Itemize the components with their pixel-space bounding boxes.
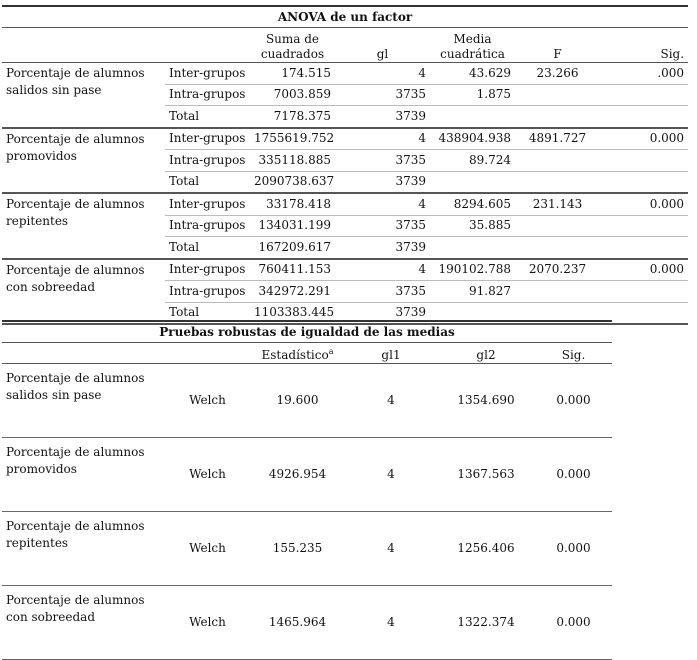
stat-cell: 155.235 [250, 512, 345, 586]
ms-cell: 43.629 [430, 63, 515, 85]
ms-cell [430, 171, 515, 193]
source-cell: Total [165, 106, 250, 128]
test-cell: Welch [165, 512, 250, 586]
gl2-cell: 1256.406 [437, 512, 535, 586]
ms-cell [430, 106, 515, 128]
ss-cell: 1103383.445 [250, 302, 335, 324]
sig-cell [600, 150, 688, 172]
header-stat-label: Estadístico [261, 348, 329, 362]
gl1-cell: 4 [345, 364, 437, 438]
table-row [2, 63, 688, 85]
group-label: Porcentaje de alumnos promovidos [2, 128, 165, 194]
header-ss: Suma de cuadrados [250, 28, 335, 63]
source-cell: Intra-grupos [165, 150, 250, 172]
gl1-cell: 4 [345, 512, 437, 586]
ss-cell: 7178.375 [250, 106, 335, 128]
gl-cell: 4 [335, 193, 430, 215]
source-cell: Inter-grupos [165, 128, 250, 150]
f-cell [515, 171, 600, 193]
f-cell [515, 215, 600, 237]
header-gl: gl [335, 28, 430, 63]
sig-cell [600, 302, 688, 324]
gl-cell: 3739 [335, 171, 430, 193]
source-cell: Intra-grupos [165, 215, 250, 237]
header-ms: Media cuadrática [430, 28, 515, 63]
f-cell: 23.266 [515, 63, 600, 85]
ss-cell: 2090738.637 [250, 171, 335, 193]
gl-cell: 4 [335, 128, 430, 150]
gl1-cell: 4 [345, 438, 437, 512]
sig-cell: 0.000 [600, 193, 688, 215]
sig-cell [600, 281, 688, 303]
gl-cell: 4 [335, 63, 430, 85]
ms-cell: 91.827 [430, 281, 515, 303]
gl2-cell: 1354.690 [437, 364, 535, 438]
robust-tests-table [2, 320, 612, 660]
anova-header-row [2, 28, 688, 63]
source-cell: Total [165, 302, 250, 324]
sig-cell [600, 171, 688, 193]
sig-cell [600, 106, 688, 128]
ss-cell: 335118.885 [250, 150, 335, 172]
gl-cell: 3735 [335, 281, 430, 303]
sig-cell: 0.000 [600, 259, 688, 281]
header-sig: Sig. [600, 28, 688, 63]
source-cell: Total [165, 237, 250, 259]
ss-cell: 174.515 [250, 63, 335, 85]
f-cell [515, 84, 600, 106]
stat-cell: 1465.964 [250, 586, 345, 660]
group-label: Porcentaje de alumnos con sobreedad [2, 259, 165, 325]
ss-cell: 134031.199 [250, 215, 335, 237]
source-cell: Inter-grupos [165, 259, 250, 281]
table-row [2, 586, 612, 660]
source-cell: Inter-grupos [165, 63, 250, 85]
ms-cell: 8294.605 [430, 193, 515, 215]
table-row [2, 364, 612, 438]
source-cell: Intra-grupos [165, 84, 250, 106]
anova-title: ANOVA de un factor [2, 6, 688, 28]
sig-cell: 0.000 [535, 364, 612, 438]
f-cell [515, 150, 600, 172]
source-cell: Total [165, 171, 250, 193]
header-gl1: gl1 [345, 343, 437, 364]
ms-cell: 438904.938 [430, 128, 515, 150]
sig-cell [600, 215, 688, 237]
row-label: Porcentaje de alumnos salidos sin pase [2, 364, 165, 438]
table-row [2, 512, 612, 586]
test-cell: Welch [165, 586, 250, 660]
header-stat [250, 343, 345, 364]
f-cell: 231.143 [515, 193, 600, 215]
ss-cell: 760411.153 [250, 259, 335, 281]
anova-table [2, 5, 688, 325]
test-cell: Welch [165, 438, 250, 512]
sig-cell [600, 237, 688, 259]
ss-cell: 33178.418 [250, 193, 335, 215]
f-cell [515, 281, 600, 303]
robust-header-row [2, 343, 612, 364]
gl-cell: 4 [335, 259, 430, 281]
sig-cell: 0.000 [535, 586, 612, 660]
ms-cell: 190102.788 [430, 259, 515, 281]
ss-cell: 1755619.752 [250, 128, 335, 150]
header-f: F [515, 28, 600, 63]
ms-cell [430, 237, 515, 259]
gl2-cell: 1322.374 [437, 586, 535, 660]
f-cell: 2070.237 [515, 259, 600, 281]
table-row [2, 193, 688, 215]
ms-cell: 89.724 [430, 150, 515, 172]
gl-cell: 3735 [335, 84, 430, 106]
gl-cell: 3735 [335, 150, 430, 172]
row-label: Porcentaje de alumnos promovidos [2, 438, 165, 512]
table-row [2, 259, 688, 281]
gl-cell: 3739 [335, 106, 430, 128]
gl-cell: 3739 [335, 302, 430, 324]
source-cell: Intra-grupos [165, 281, 250, 303]
ss-cell: 7003.859 [250, 84, 335, 106]
header-sig2: Sig. [535, 343, 612, 364]
table-row [2, 438, 612, 512]
sig-cell: 0.000 [535, 438, 612, 512]
gl1-cell: 4 [345, 586, 437, 660]
f-cell [515, 237, 600, 259]
header-stat-footnote: a [328, 347, 334, 356]
sig-cell: 0.000 [600, 128, 688, 150]
stat-cell: 19.600 [250, 364, 345, 438]
ms-cell: 1.875 [430, 84, 515, 106]
sig-cell: 0.000 [535, 512, 612, 586]
ms-cell: 35.885 [430, 215, 515, 237]
ss-cell: 342972.291 [250, 281, 335, 303]
sig-cell [600, 84, 688, 106]
ss-cell: 167209.617 [250, 237, 335, 259]
test-cell: Welch [165, 364, 250, 438]
row-label: Porcentaje de alumnos repitentes [2, 512, 165, 586]
sig-cell: .000 [600, 63, 688, 85]
row-label: Porcentaje de alumnos con sobreedad [2, 586, 165, 660]
stat-cell: 4926.954 [250, 438, 345, 512]
f-cell: 4891.727 [515, 128, 600, 150]
group-label: Porcentaje de alumnos salidos sin pase [2, 63, 165, 128]
table-row [2, 128, 688, 150]
robust-title: Pruebas robustas de igualdad de las medias [2, 321, 612, 343]
gl-cell: 3739 [335, 237, 430, 259]
gl2-cell: 1367.563 [437, 438, 535, 512]
header-gl2: gl2 [437, 343, 535, 364]
f-cell [515, 106, 600, 128]
gl-cell: 3735 [335, 215, 430, 237]
source-cell: Inter-grupos [165, 193, 250, 215]
group-label: Porcentaje de alumnos repitentes [2, 193, 165, 259]
